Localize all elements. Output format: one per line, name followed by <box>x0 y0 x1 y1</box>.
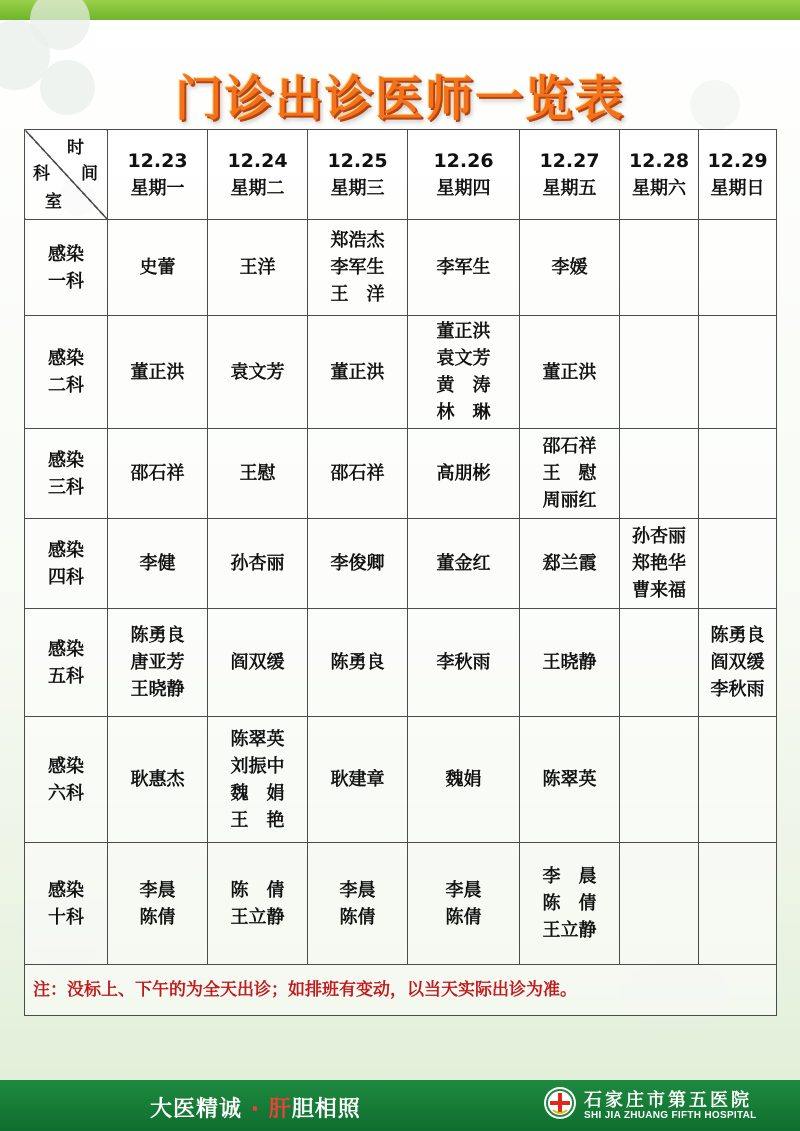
day-date: 12.28 <box>628 149 690 172</box>
doctor-name: 李晨 <box>139 879 176 901</box>
doctor-cell <box>520 717 620 843</box>
doctor-name: 唐亚芳 <box>130 652 185 673</box>
day-header <box>408 130 520 220</box>
doctor-cell <box>308 609 408 717</box>
day-header <box>520 130 620 220</box>
doctor-cell <box>108 316 208 429</box>
hospital-logo-icon <box>543 1086 577 1120</box>
department-cell <box>25 429 108 519</box>
doctor-name: 陈勇良 <box>330 652 385 673</box>
doctor-cell <box>699 220 777 316</box>
doctor-name: 郑艳华 <box>632 553 686 574</box>
doctor-cell <box>308 843 408 965</box>
doctor-cell <box>408 220 520 316</box>
corner-time-char: 时 <box>67 138 84 158</box>
schedule-row <box>25 717 777 843</box>
day-weekday: 星期三 <box>330 177 385 199</box>
department-label: 感染 <box>48 449 84 471</box>
doctor-name: 李健 <box>139 553 176 574</box>
doctor-cell <box>620 220 699 316</box>
day-date: 12.24 <box>227 149 288 172</box>
doctor-cell <box>308 519 408 609</box>
doctor-cell <box>699 429 777 519</box>
department-label: 二科 <box>48 375 84 396</box>
doctor-cell <box>699 316 777 429</box>
doctor-name: 魏 娟 <box>230 782 285 804</box>
doctor-cell <box>620 843 699 965</box>
doctor-cell <box>520 220 620 316</box>
doctor-name: 邵石祥 <box>330 463 385 484</box>
corner-room-char: 科 <box>33 164 50 184</box>
hospital-name: 石家庄市第五医院 <box>584 1090 752 1111</box>
top-accent-bar <box>0 0 800 20</box>
doctor-name: 邵石祥 <box>542 436 597 457</box>
doctor-cell <box>408 717 520 843</box>
department-cell <box>25 717 108 843</box>
doctor-cell <box>208 429 308 519</box>
doctor-cell <box>308 220 408 316</box>
doctor-cell <box>699 843 777 965</box>
day-header <box>108 130 208 220</box>
doctor-name: 阎双缓 <box>230 652 285 673</box>
doctor-name: 王晓静 <box>542 652 597 673</box>
doctor-name: 郑浩杰 <box>330 230 385 251</box>
doctor-name: 王 慰 <box>542 463 597 484</box>
doctor-cell <box>208 316 308 429</box>
day-header <box>620 130 699 220</box>
doctor-name: 李秋雨 <box>710 679 765 700</box>
doctor-cell <box>408 843 520 965</box>
doctor-name: 李军生 <box>330 257 385 278</box>
schedule-note: 注：没标上、下午的为全天出诊；如排班有变动，以当天实际出诊为准。 <box>25 965 777 1016</box>
doctor-name: 刘振中 <box>230 755 285 777</box>
note-row <box>25 965 777 1016</box>
doctor-name: 史蕾 <box>139 257 176 278</box>
doctor-name: 袁文芳 <box>436 348 491 369</box>
corner-time-char: 间 <box>81 164 98 184</box>
doctor-name: 耿建章 <box>330 769 385 790</box>
doctor-cell <box>208 843 308 965</box>
doctor-name: 高朋彬 <box>436 463 491 484</box>
doctor-cell <box>108 519 208 609</box>
doctor-name: 孙杏丽 <box>230 553 285 574</box>
table-header-row <box>25 130 777 220</box>
footer-slogan: 大医精诚 · 肝胆相照 <box>150 1097 361 1122</box>
doctor-name: 曹来福 <box>632 580 686 601</box>
doctor-name: 陈倩 <box>139 906 176 928</box>
doctor-cell <box>408 316 520 429</box>
department-label: 四科 <box>48 566 84 588</box>
doctor-cell <box>308 717 408 843</box>
doctor-cell <box>108 609 208 717</box>
doctor-name: 王 艳 <box>230 809 285 831</box>
department-label: 感染 <box>48 755 84 777</box>
department-label: 感染 <box>48 539 84 561</box>
day-date: 12.29 <box>707 149 768 172</box>
doctor-cell <box>408 519 520 609</box>
doctor-cell <box>208 609 308 717</box>
schedule-row <box>25 429 777 519</box>
day-date: 12.23 <box>127 149 188 172</box>
department-label: 感染 <box>48 348 84 369</box>
schedule-row <box>25 220 777 316</box>
department-label: 五科 <box>48 665 84 687</box>
doctor-cell <box>308 429 408 519</box>
department-cell <box>25 609 108 717</box>
doctor-cell <box>620 429 699 519</box>
doctor-name: 董金红 <box>436 553 491 574</box>
doctor-cell <box>620 316 699 429</box>
doctor-name: 林 琳 <box>436 402 491 423</box>
day-weekday: 星期六 <box>632 177 686 199</box>
doctor-name: 李秋雨 <box>436 652 491 673</box>
doctor-name: 董正洪 <box>330 361 385 383</box>
day-header <box>699 130 777 220</box>
doctor-cell <box>520 609 620 717</box>
hospital-english-name: SHI JIA ZHUANG FIFTH HOSPITAL <box>584 1110 757 1121</box>
day-weekday: 星期五 <box>542 177 597 199</box>
schedule-row <box>25 519 777 609</box>
day-weekday: 星期一 <box>130 177 185 199</box>
doctor-cell <box>520 843 620 965</box>
doctor-cell <box>520 429 620 519</box>
department-cell <box>25 316 108 429</box>
doctor-cell <box>620 519 699 609</box>
doctor-name: 魏娟 <box>445 769 482 790</box>
department-label: 六科 <box>48 782 84 804</box>
doctor-name: 袁文芳 <box>230 361 285 383</box>
doctor-name: 董正洪 <box>436 321 491 342</box>
doctor-name: 李俊卿 <box>330 553 385 574</box>
schedule-row <box>25 609 777 717</box>
day-weekday: 星期二 <box>230 177 285 199</box>
department-label: 十科 <box>48 906 84 928</box>
day-header <box>308 130 408 220</box>
doctor-name: 邵石祥 <box>130 463 185 484</box>
department-label: 一科 <box>48 270 84 292</box>
doctor-cell <box>108 429 208 519</box>
department-cell <box>25 519 108 609</box>
doctor-cell <box>308 316 408 429</box>
department-label: 感染 <box>48 638 84 660</box>
doctor-cell <box>520 316 620 429</box>
doctor-name: 陈勇良 <box>130 625 185 646</box>
doctor-name: 周丽红 <box>542 490 597 511</box>
day-weekday: 星期四 <box>436 177 491 199</box>
doctor-name: 陈勇良 <box>710 625 765 646</box>
doctor-name: 孙杏丽 <box>632 526 686 547</box>
corner-header-cell <box>25 130 108 220</box>
doctor-name: 黄 涛 <box>436 375 491 396</box>
doctor-cell <box>620 609 699 717</box>
department-cell <box>25 843 108 965</box>
doctor-name: 陈倩 <box>445 906 482 928</box>
slogan-part: 大医精诚 <box>150 1097 243 1122</box>
doctor-name: 李 晨 <box>542 866 597 887</box>
doctor-name: 阎双缓 <box>710 652 765 673</box>
doctor-cell <box>108 717 208 843</box>
doctor-name: 耿惠杰 <box>130 769 185 790</box>
doctor-cell <box>408 429 520 519</box>
slogan-part: 胆相照 <box>291 1097 361 1122</box>
page-title: 门诊出诊医师一览表 <box>174 71 625 127</box>
doctor-cell <box>699 717 777 843</box>
doctor-name: 李媛 <box>551 257 588 278</box>
doctor-name: 王立静 <box>542 920 597 941</box>
doctor-cell <box>520 519 620 609</box>
doctor-name: 郄兰霞 <box>542 553 597 574</box>
doctor-name: 王 洋 <box>330 284 385 305</box>
doctor-name: 李晨 <box>445 879 482 901</box>
doctor-name: 李军生 <box>436 257 491 278</box>
department-cell <box>25 220 108 316</box>
doctor-cell <box>208 717 308 843</box>
schedule-row <box>25 843 777 965</box>
slogan-highlight: 肝 <box>268 1097 292 1122</box>
corner-room-char: 室 <box>45 192 62 212</box>
doctor-name: 王立静 <box>230 906 285 928</box>
department-label: 三科 <box>48 476 84 498</box>
day-weekday: 星期日 <box>710 177 765 199</box>
doctor-name: 陈翠英 <box>230 728 285 750</box>
doctor-name: 王慰 <box>239 463 276 484</box>
doctor-schedule-table <box>24 129 777 1016</box>
doctor-cell <box>699 519 777 609</box>
doctor-cell <box>108 843 208 965</box>
schedule-row <box>25 316 777 429</box>
doctor-cell <box>108 220 208 316</box>
doctor-name: 陈翠英 <box>542 769 597 790</box>
doctor-cell <box>408 609 520 717</box>
doctor-name: 董正洪 <box>542 361 597 383</box>
doctor-name: 陈倩 <box>339 906 376 928</box>
doctor-name: 王晓静 <box>130 679 185 700</box>
day-date: 12.26 <box>433 149 494 172</box>
day-date: 12.25 <box>327 149 388 172</box>
day-header <box>208 130 308 220</box>
doctor-name: 陈 倩 <box>230 879 285 901</box>
doctor-cell <box>699 609 777 717</box>
doctor-name: 王洋 <box>239 257 276 278</box>
day-date: 12.27 <box>539 149 600 172</box>
doctor-cell <box>620 717 699 843</box>
doctor-name: 陈 倩 <box>542 893 597 914</box>
department-label: 感染 <box>48 879 84 901</box>
doctor-name: 李晨 <box>339 879 376 901</box>
doctor-cell <box>208 220 308 316</box>
doctor-cell <box>208 519 308 609</box>
doctor-name: 董正洪 <box>130 361 185 383</box>
department-label: 感染 <box>48 243 84 265</box>
